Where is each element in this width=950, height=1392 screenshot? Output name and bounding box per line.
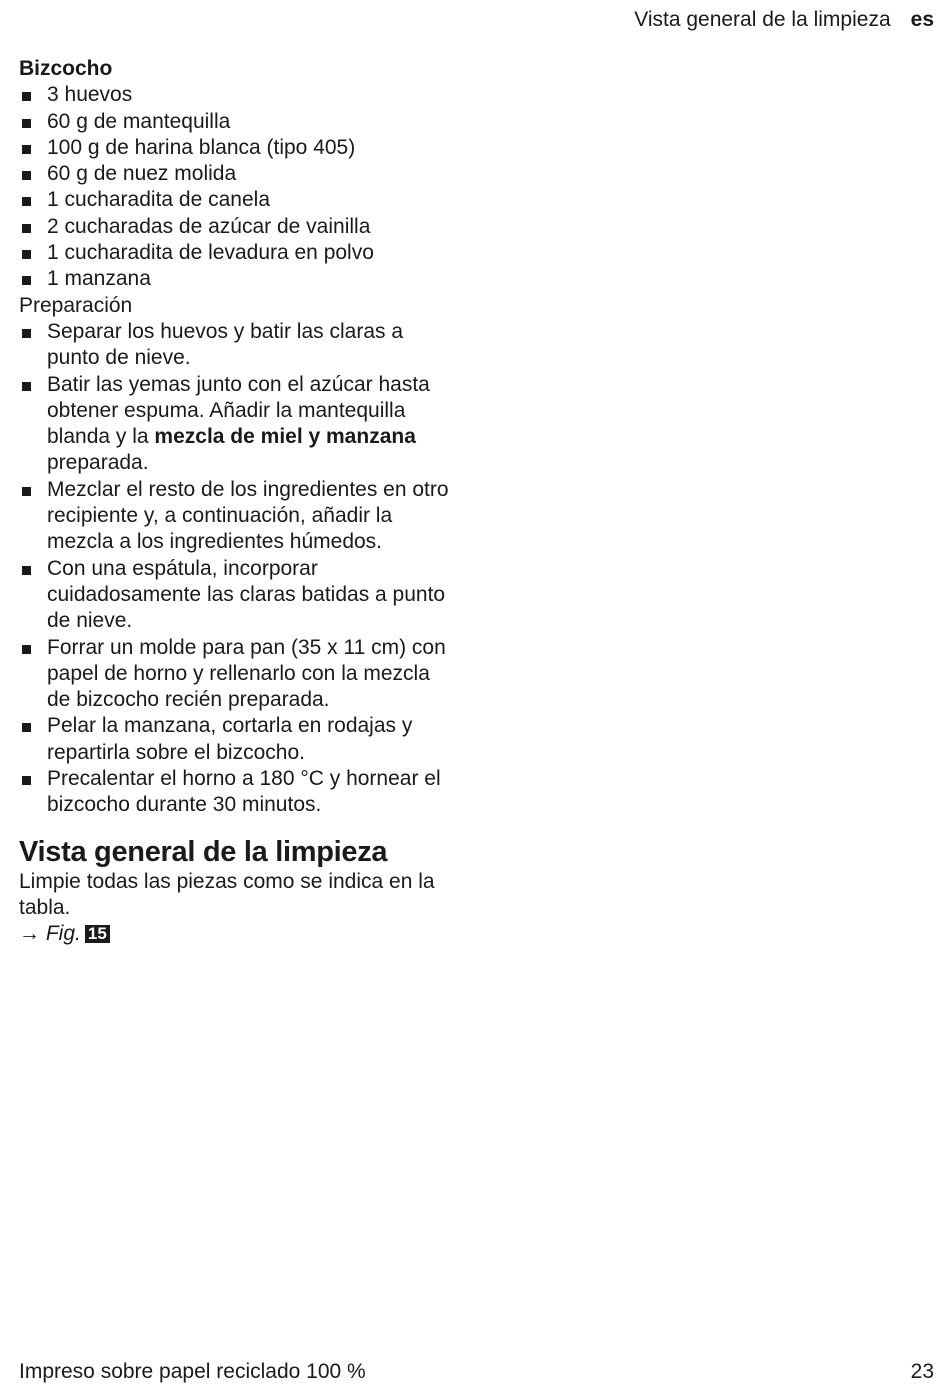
list-item: Pelar la manzana, cortarla en rodajas y repartirla sobre el bizcocho.: [19, 713, 459, 766]
list-item: 60 g de mantequilla: [19, 109, 459, 135]
figure-reference: [19, 921, 459, 947]
list-item: 1 cucharadita de canela: [19, 187, 459, 213]
preparation-label: Preparación: [19, 293, 133, 317]
list-item: 100 g de harina blanca (tipo 405): [19, 135, 459, 161]
list-item: [19, 372, 459, 477]
list-item: 3 huevos: [19, 82, 459, 108]
sponge-title: Bizcocho: [19, 57, 113, 80]
cleaning-text: Limpie todas las piezas como se indica en la tabla.: [19, 869, 435, 919]
main-content: [19, 56, 459, 948]
list-item: Separar los huevos y batir las claras a punto de nieve.: [19, 319, 459, 372]
step-text: Batir las yemas junto con el azúcar hasta obtener espuma. Añadir la mantequilla blanda y la: [47, 372, 430, 449]
figure-number-badge: 15: [85, 925, 110, 943]
step-text: preparada.: [47, 451, 149, 475]
list-item: 2 cucharadas de azúcar de vainilla: [19, 214, 459, 240]
list-item: 1 cucharadita de levadura en polvo: [19, 240, 459, 266]
step-text-bold: mezcla de miel y manzana: [154, 425, 416, 449]
list-item: Precalentar el horno a 180 °C y hornear el bizcocho durante 30 minutos.: [19, 766, 459, 819]
page-header: [634, 8, 934, 32]
step-list: [19, 319, 459, 819]
arrow-right-icon: →: [19, 922, 40, 946]
page-number: 23: [910, 1360, 934, 1383]
header-section-title: Vista general de la limpieza: [634, 8, 891, 31]
list-item: 1 manzana: [19, 266, 459, 292]
recycled-paper-note: Impreso sobre papel reciclado 100 %: [19, 1360, 366, 1383]
list-item: 60 g de nuez molida: [19, 161, 459, 187]
language-code: es: [910, 8, 934, 31]
list-item: Forrar un molde para pan (35 x 11 cm) con papel de horno y rellenarlo con la mezcla de bizcocho recién preparada.: [19, 635, 459, 714]
cleaning-section-title: Vista general de la limpieza: [19, 835, 388, 868]
list-item: Con una espátula, incorporar cuidadosamente las claras batidas a punto de nieve.: [19, 556, 459, 635]
figure-label: Fig.: [45, 922, 81, 946]
ingredient-list: [19, 82, 459, 292]
list-item: Mezclar el resto de los ingredientes en otro recipiente y, a continuación, añadir la mezcla a los ingredientes húmedos.: [19, 477, 459, 556]
